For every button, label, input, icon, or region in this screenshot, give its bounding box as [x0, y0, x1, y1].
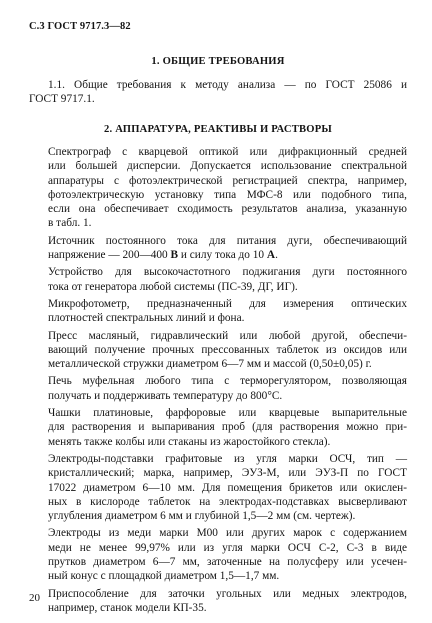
paragraph-line: Электроды из меди марки М00 или других марок с содержанием: [48, 527, 407, 540]
paragraph: [29, 265, 407, 294]
paragraph-line: менять также колбы или стаканы из жаростойкого стекла).: [48, 435, 331, 448]
section-2-title: 2. АППАРАТУРА, РЕАКТИВЫ И РАСТВОРЫ: [104, 124, 332, 135]
paragraph-line: углубления диаметром 6 мм и глубиной 1,5—2 мм (см. чертеж).: [48, 510, 356, 523]
paragraph-line: меди не менее 99,97% или из угля марки ОСЧ С-2, С-3 в виде: [48, 541, 407, 554]
paragraph: [29, 329, 407, 372]
paragraph-line: получать и поддерживать температуру до 800°С.: [48, 389, 283, 402]
paragraph-line: например, станок модели КП-35.: [48, 601, 207, 614]
paragraph-line: тока от генератора любой системы (ПС-39, ДГ, ИГ).: [48, 280, 298, 293]
running-head: С.3 ГОСТ 9717.3—82: [29, 21, 131, 32]
paragraph-line: Источник постоянного тока для питания дуги, обеспечивающий: [48, 234, 407, 247]
paragraph: [29, 526, 407, 583]
paragraph-line: 17022 диаметром 6—10 мм. Для помещения брикетов или окислен-: [48, 481, 407, 494]
paragraph-line: если она обеспечивает сходимость результатов анализа, указанную: [48, 203, 407, 216]
paragraph-line: кристаллический; марка, например, ЭУЗ-М, или ЭУЗ-П по ГОСТ: [48, 467, 407, 480]
paragraph: [29, 297, 407, 326]
paragraph-line: или большей дисперсии. Допускается использование спектральной: [48, 160, 407, 173]
paragraph: [29, 374, 407, 403]
paragraph-line: плотностей спектральных линий и фона.: [48, 312, 245, 325]
page-number: 20: [29, 592, 40, 604]
paragraph-line: Приспособление для заточки угольных или медных электродов,: [48, 587, 407, 600]
paragraph-line: Устройство для высокочастотного поджигания дуги постоянного: [48, 266, 407, 279]
paragraph-line: Электроды-подставки графитовые из угля марки ОСЧ, тип —: [48, 452, 407, 465]
section-1-line: ГОСТ 9717.1.: [29, 93, 95, 106]
section-1-title: 1. ОБЩИЕ ТРЕБОВАНИЯ: [151, 56, 285, 67]
paragraph-line: в табл. 1.: [48, 217, 92, 230]
paragraph-line: ных в кислороде таблеток на электродах-подставках высверливают: [48, 495, 407, 508]
paragraph-line: Спектрограф с кварцевой оптикой или дифракционный средней: [48, 146, 407, 158]
paragraph: [29, 145, 407, 231]
paragraph-line: Пресс масляный, гидравлический или любой другой, обеспечи-: [48, 329, 407, 342]
paragraph-line: для растворения и выпаривания проб (для растворения можно при-: [48, 421, 407, 434]
section-1-body: [29, 78, 407, 107]
paragraph-line: Печь муфельная любого типа с терморегулятором, позволяющая: [48, 375, 407, 388]
paragraph: [29, 587, 407, 616]
paragraph: [29, 234, 407, 263]
section-2-body: [29, 145, 407, 615]
paragraph-line: Микрофотометр, предназначенный для измерения оптических: [48, 297, 407, 310]
paragraph-line: прутков диаметром 6—7 мм, заточенные на полусферу или усечен-: [48, 556, 407, 569]
section-1-line: 1.1. Общие требования к методу анализа — по ГОСТ 25086 и: [48, 79, 407, 91]
paragraph: [29, 452, 407, 523]
paragraph-line: металлической стружки диаметром 6—7 мм и массой (0,50±0,05) г.: [48, 358, 372, 371]
paragraph-line: ный конус с площадкой диаметром 1,5—1,7 мм.: [48, 570, 280, 583]
paragraph-line: вающий получение прочных прессованных таблеток из оксидов или: [48, 343, 407, 356]
paragraph-line: Чашки платиновые, фарфоровые или кварцевые выпарительные: [48, 407, 407, 420]
paragraph-line: аппаратуры с фотоэлектрической регистрацией спектра, например,: [48, 174, 407, 187]
paragraph-line: напряжение — 200—400 В и силу тока до 10 А.: [48, 249, 278, 262]
paragraph-line: фотоэлектрическую установку типа МФС-8 или подобного типа,: [48, 188, 407, 201]
paragraph: [29, 406, 407, 449]
